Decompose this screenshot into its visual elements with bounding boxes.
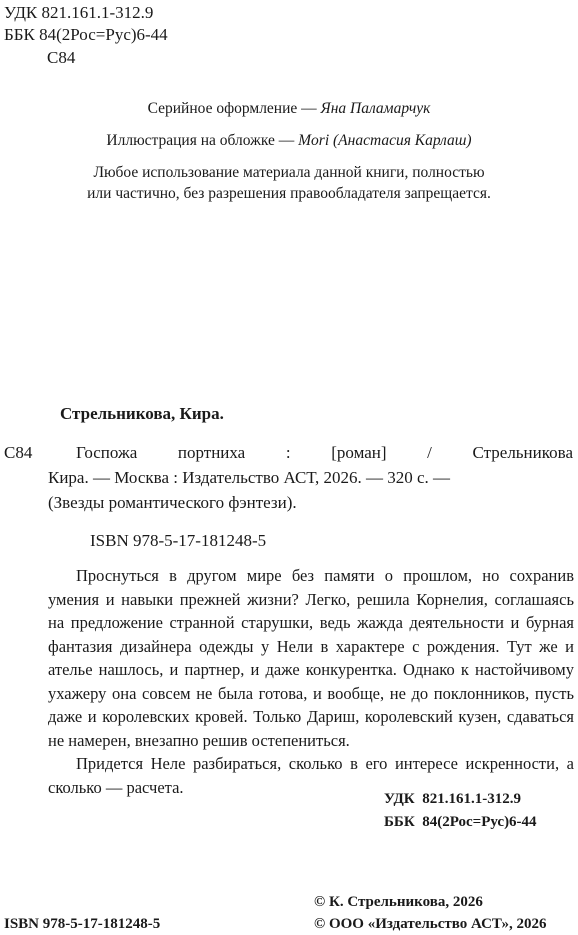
copyright-author: © К. Стрельникова, 2026 (314, 894, 483, 910)
cover-illustration-credit (0, 132, 578, 150)
series-design-credit (0, 100, 578, 118)
catalog-isbn: ISBN 978-5-17-181248-5 (90, 531, 267, 550)
author-mark: С84 (47, 48, 76, 67)
catalog-mark: С84 (4, 443, 33, 462)
cover-label: Иллюстрация на обложке — (106, 132, 299, 149)
udk-value: 821.161.1-312.9 (422, 791, 521, 807)
copyright-publisher: © ООО «Издательство АСТ», 2026 (314, 916, 547, 932)
bbk-code: ББК 84(2Рос=Рус)6-44 (4, 25, 168, 44)
catalog-author: Стрельникова, Кира. (60, 404, 224, 423)
bbk-value: 84(2Рос=Рус)6-44 (422, 814, 537, 830)
udk-code: УДК 821.161.1-312.9 (4, 3, 154, 22)
annotation (48, 564, 574, 799)
catalog-line1: Госпожа портниха : [роман] / Стрельникова (76, 443, 573, 462)
annotation-paragraph-1: Проснуться в другом мире без памяти о прошлом, но сохранив умения и навыки прежней жизни? Легко, решила Корнелия, соглашаясь на предложение странной старушки, ведь жажда деятельности и бурная фантазия дизайнера одежды у Нели в характере с рождения. Тут же и ателье нашлось, и партнер, и даже конкурентка. Однако к настойчивому ухажеру она совсем не была готова, и вообще, не до поклонников, пусть даже и королевских кровей. Только Дариш, королевский кузен, сдаваться не намерен, внезапно решив остепениться. (48, 566, 574, 750)
annotation-paragraph-2: Придется Неле разбираться, сколько в его интересе искренности, а сколько — расчета. (48, 754, 574, 797)
cover-name: Mori (Анастасия Карлаш) (298, 132, 472, 149)
series-design-name: Яна Паламарчук (320, 100, 431, 117)
footer-isbn: ISBN 978-5-17-181248-5 (4, 916, 161, 932)
catalog-line3: (Звезды романтического фэнтези). (48, 493, 297, 512)
bbk-code-bottom (384, 811, 537, 834)
copyright-notice-line2: или частично, без разрешения правообладателя запрещается. (87, 185, 491, 202)
copyright-notice-line1: Любое использование материала данной книги, полностью (93, 164, 485, 181)
udk-code-bottom (384, 788, 521, 811)
bbk-label: ББК (384, 814, 415, 830)
udk-label: УДК (384, 791, 415, 807)
catalog-line2: Кира. — Москва : Издательство АСТ, 2026. — 320 с. — (48, 468, 451, 487)
series-design-label: Серийное оформление — (147, 100, 321, 117)
